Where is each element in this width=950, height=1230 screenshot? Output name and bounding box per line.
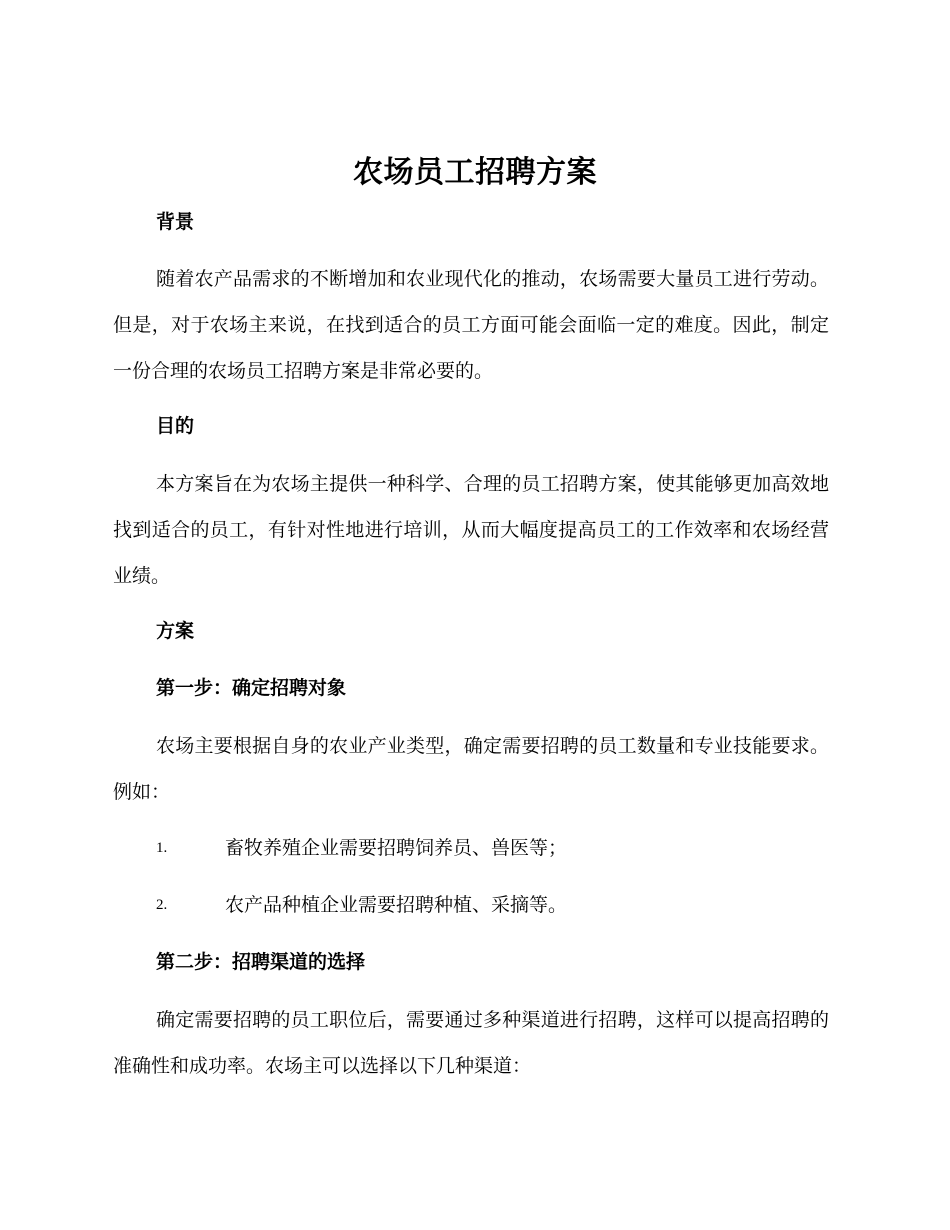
list-item-text: 畜牧养殖企业需要招聘饲养员、兽医等； xyxy=(225,837,568,859)
heading-step2: 第二步：招聘渠道的选择 xyxy=(156,951,366,973)
paragraph-purpose: 本方案旨在为农场主提供一种科学、合理的员工招聘方案，使其能够更加高效地找到适合的员工，有针对性地进行培训，从而大幅度提高员工的工作效率和农场经营业绩。 xyxy=(113,473,829,587)
heading-step1: 第一步：确定招聘对象 xyxy=(156,677,347,699)
list-number: 2. xyxy=(156,897,168,913)
heading-plan: 方案 xyxy=(156,620,195,642)
list-number: 1. xyxy=(156,840,168,856)
heading-background: 背景 xyxy=(156,211,195,233)
document-title: 农场员工招聘方案 xyxy=(353,155,597,190)
paragraph-background: 随着农产品需求的不断增加和农业现代化的推动，农场需要大量员工进行劳动。但是，对于农场主来说，在找到适合的员工方面可能会面临一定的难度。因此，制定一份合理的农场员工招聘方案是非常必要的。 xyxy=(113,268,829,382)
list-item-text: 农产品种植企业需要招聘种植、采摘等。 xyxy=(225,894,568,916)
paragraph-step1: 农场主要根据自身的农业产业类型，确定需要招聘的员工数量和专业技能要求。例如： xyxy=(113,735,829,803)
heading-purpose: 目的 xyxy=(156,415,195,437)
paragraph-step2: 确定需要招聘的员工职位后，需要通过多种渠道进行招聘，这样可以提高招聘的准确性和成功率。农场主可以选择以下几种渠道： xyxy=(113,1009,829,1077)
